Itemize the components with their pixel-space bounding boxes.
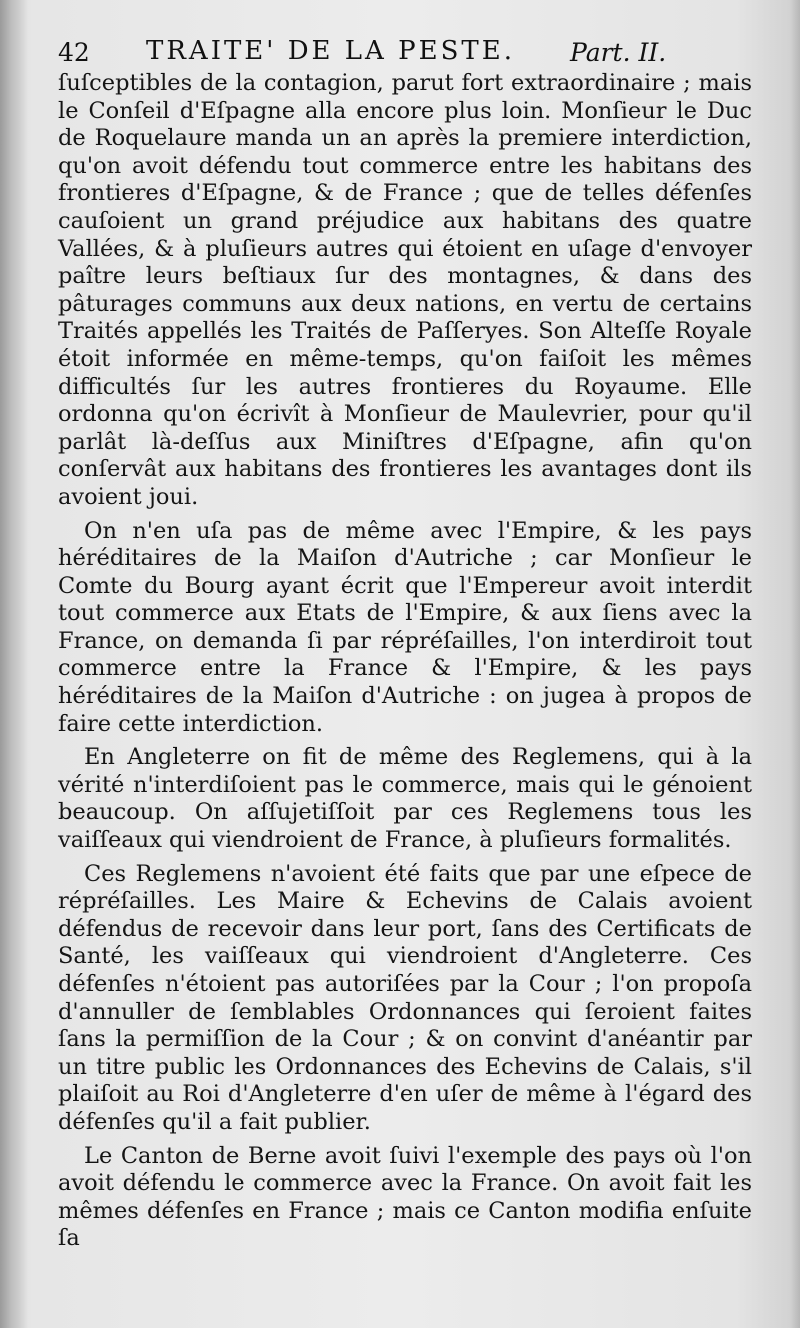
paragraph-4: Ces Reglemens n'avoient été faits que par une eſpece de répréſailles. Les Maire & Echevins de Calais avoient défendus de recevoir dans leur port, ſans des Certificats de Santé, les vaiſſeaux qui viendroient d'Angleterre. Ces défenſes n'étoient pas autoriſées par la Cour ; l'on propoſa d'annuller de ſemblables Ordonnances qui ſeroient faites ſans la permiſſion de la Cour ; & on convint d'anéantir par un titre public les Ordonnances des Echevins de Calais, s'il plaiſoit au Roi d'Angleterre d'en uſer de même à l'égard des défenſes qu'il a fait publier. [58, 860, 752, 1135]
paragraph-5: Le Canton de Berne avoit ſuivi l'exemple des pays où l'on avoit défendu le commerce avec la France. On avoit fait les mêmes défenſes en France ; mais ce Canton modifia enſuite ſa [58, 1142, 752, 1252]
running-title: TRAITE' DE LA PESTE. [146, 36, 515, 66]
paragraph-1: ſuſceptibles de la contagion, parut fort extraordinaire ; mais le Conſeil d'Eſpagne alla encore plus loin. Monſieur le Duc de Roquelaure manda un an après la premiere interdiction, qu'on avoit défendu tout commerce entre les habitans des frontieres d'Eſpagne, & de France ; que de telles défenſes cauſoient un grand préjudice aux habitans des quatre Vallées, & à pluſieurs autres qui étoient en uſage d'envoyer paître leurs beſtiaux ſur des montagnes, & dans des pâturages communs aux deux nations, en vertu de certains Traités appellés les Traités de Paſſeryes. Son Alteſſe Royale étoit informée en même-temps, qu'on faiſoit les mêmes difficultés ſur les autres frontieres du Royaume. Elle ordonna qu'on écrivît à Monſieur de Maulevrier, pour qu'il parlât là-deſſus aux Miniſtres d'Eſpagne, afin qu'on conſervât aux habitans des frontieres les avantages dont ils avoient joui. [58, 70, 752, 510]
paragraph-3: En Angleterre on fit de même des Reglemens, qui à la vérité n'interdiſoient pas le commerce, mais qui le génoient beaucoup. On aſſujetiſſoit par ces Reglemens tous les vaiſſeaux qui viendroient de France, à pluſieurs formalités. [58, 744, 752, 854]
running-header [58, 34, 758, 74]
body-text [58, 70, 752, 1259]
binding-shadow [0, 0, 28, 1328]
paragraph-2: On n'en uſa pas de même avec l'Empire, & les pays héréditaires de la Maiſon d'Autriche ; car Monſieur le Comte du Bourg ayant écrit que l'Empereur avoit interdit tout commerce aux Etats de l'Empire, & aux ſiens avec la France, on demanda ſi par répréſailles, l'on interdiroit tout commerce entre la France & l'Empire, & les pays héréditaires de la Maiſon d'Autriche : on jugea à propos de faire cette interdiction. [58, 517, 752, 737]
page-edge [790, 0, 800, 1328]
page-number: 42 [58, 38, 90, 67]
part-label: Part. II. [570, 38, 667, 67]
